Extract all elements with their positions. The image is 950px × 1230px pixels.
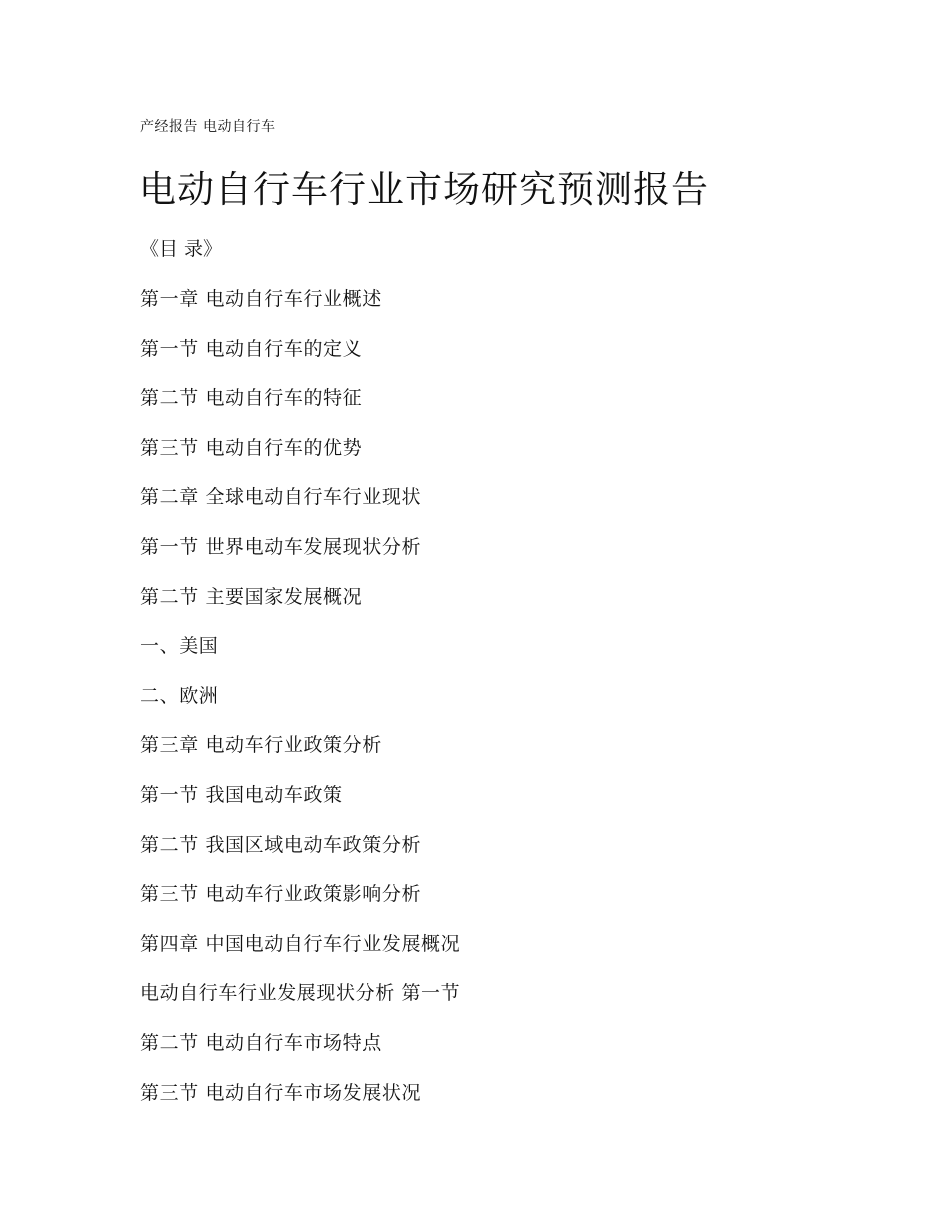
toc-item: 第一章 电动自行车行业概述 — [140, 288, 382, 310]
toc-item: 第二节 电动自行车市场特点 — [140, 1031, 382, 1054]
toc-heading: 《目 录》 — [140, 238, 223, 260]
toc-item: 第二节 我国区域电动车政策分析 — [140, 833, 422, 856]
toc-item: 电动自行车行业发展现状分析 第一节 — [140, 982, 461, 1005]
toc-item: 第一节 世界电动车发展现状分析 — [140, 535, 422, 558]
toc-item: 二、欧洲 — [140, 684, 219, 707]
toc-item: 第二章 全球电动自行车行业现状 — [140, 486, 422, 509]
toc-item: 第一节 电动自行车的定义 — [140, 337, 363, 360]
toc-item: 一、美国 — [140, 635, 219, 658]
toc-item: 第三章 电动车行业政策分析 — [140, 734, 382, 757]
toc-item: 第二节 电动自行车的特征 — [140, 387, 363, 410]
running-header: 产经报告 电动自行车 — [140, 119, 276, 135]
toc-item: 第三节 电动自行车市场发展状况 — [140, 1081, 422, 1104]
toc-item: 第三节 电动自行车的优势 — [140, 436, 363, 459]
document-title: 电动自行车行业市场研究预测报告 — [139, 168, 709, 211]
toc-item: 第二节 主要国家发展概况 — [140, 585, 363, 608]
table-of-contents — [140, 286, 460, 1129]
toc-item: 第四章 中国电动自行车行业发展概况 — [140, 932, 461, 955]
toc-item: 第三节 电动车行业政策影响分析 — [140, 883, 422, 906]
toc-item: 第一节 我国电动车政策 — [140, 783, 343, 806]
